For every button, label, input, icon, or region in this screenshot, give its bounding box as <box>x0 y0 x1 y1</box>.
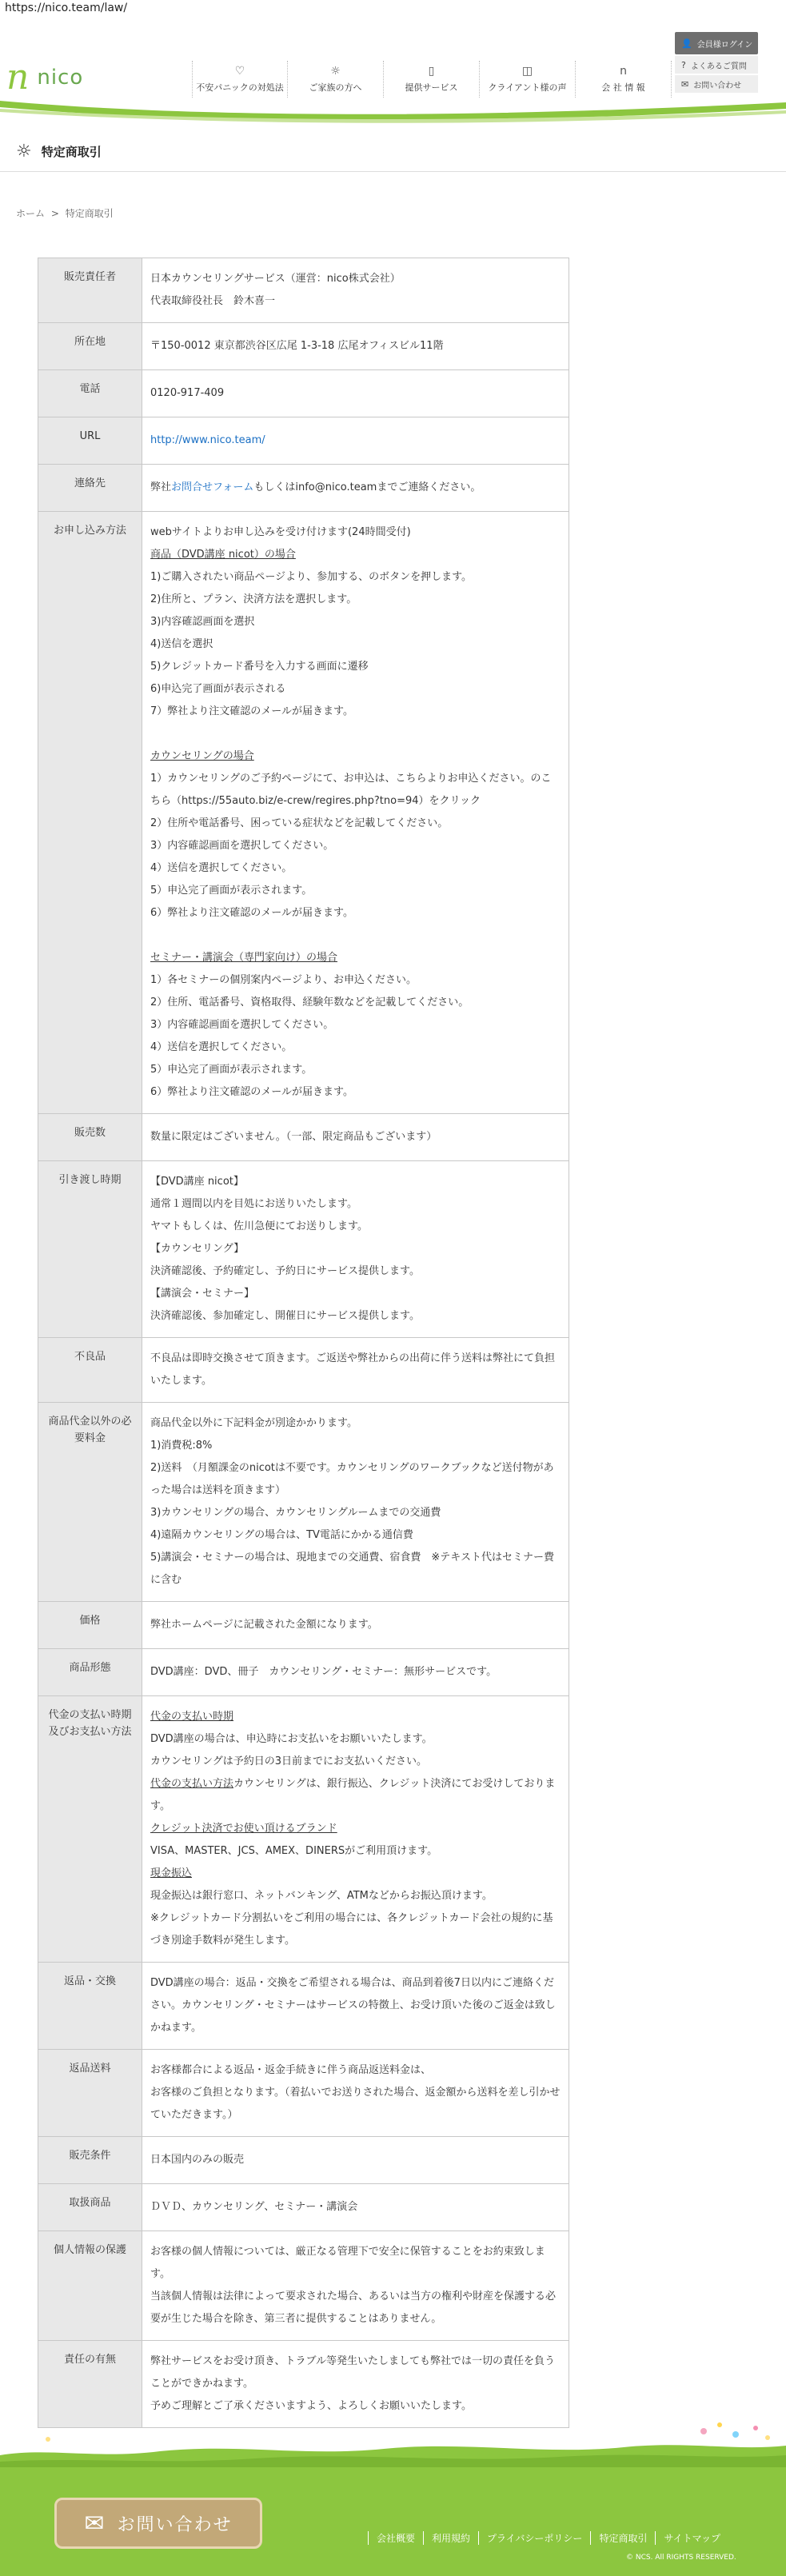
footer-grass-illustration <box>0 2407 786 2471</box>
copyright: © NCS. All RIGHTS RESERVED. <box>626 2554 736 2562</box>
contact-label: お問い合わせ <box>693 81 742 90</box>
apply-counsel-heading: カウンセリングの場合 <box>150 750 254 762</box>
delivery-line: 【カウンセリング】 <box>150 1243 245 1255</box>
nav-label: クライアント様の声 <box>488 82 567 93</box>
row-label: 個人情報の保護 <box>38 2231 142 2341</box>
row-value: 不良品は即時交換させて頂きます。ご返送や弊社からの出荷に伴う送料は弊社にて負担いたします。 <box>142 1338 569 1403</box>
apply-step: 3）内容確認画面を選択してください。 <box>150 1019 334 1031</box>
user-icon: 👤 <box>681 38 692 49</box>
apply-step: 4）送信を選択してください。 <box>150 1041 293 1053</box>
privacy-line: 当該個人情報は法律によって要求された場合、あるいは当方の権利や財産を保護する必要が生じた場合を除き、第三者に提供することはありません。 <box>150 2290 557 2325</box>
apply-step: 2)住所と、プラン、決済方法を選択します。 <box>150 593 357 605</box>
row-label: 電話 <box>38 370 142 417</box>
apply-step: 4)送信を選択 <box>150 638 213 650</box>
nav-label: 会 社 情 報 <box>601 82 645 93</box>
return-shipping-line: お客様のご負担となります。（着払いでお送りされた場合、返金額から送料を差し引かせていただきます。） <box>150 2087 561 2121</box>
row-value: 0120-917-409 <box>142 370 569 417</box>
footer-links <box>368 2531 728 2545</box>
apply-step: 3）内容確認画面を選択してください。 <box>150 840 334 852</box>
table-row <box>38 2137 569 2184</box>
contact-button-label: お問い合わせ <box>117 2514 233 2535</box>
seller-rep: 代表取締役社長 鈴木喜一 <box>150 295 276 307</box>
payment-line: 現金振込は銀行窓口、ネットバンキング、ATMなどからお振込頂けます。 <box>150 1890 493 1902</box>
apply-step: 1）カウンセリングのご予約ページにて、お申込は、こちらよりお申込ください。のこちら（https://55auto.biz/e-crew/regires.php?tno=94）をクリック <box>150 773 552 807</box>
privacy-line: お客様の個人情報については、厳正なる管理下で安全に保管することをお約束致します。 <box>150 2246 545 2280</box>
faq-link[interactable] <box>675 56 758 74</box>
logo-mark: n <box>6 57 30 98</box>
inquiry-form-link[interactable]: お問合せフォーム <box>171 481 254 493</box>
fees-line: 3)カウンセリングの場合、カウンセリングルームまでの交通費 <box>150 1507 441 1519</box>
row-label: 責任の有無 <box>38 2341 142 2428</box>
header-wave <box>0 94 786 126</box>
table-row <box>38 2050 569 2137</box>
payment-line: DVD講座の場合は、申込時にお支払いをお願いいたします。 <box>150 1733 433 1745</box>
contact-link[interactable] <box>675 75 758 93</box>
liability-line: 弊社サービスをお受け頂き、トラブル等発生いたしましても弊社では一切の責任を負うことができかねます。 <box>150 2355 555 2390</box>
row-value <box>142 2231 569 2341</box>
row-label: 所在地 <box>38 323 142 370</box>
delivery-line: 【講演会・セミナー】 <box>150 1288 255 1300</box>
row-label: 不良品 <box>38 1338 142 1403</box>
row-value: 〒150-0012 東京都渋谷区広尾 1-3-18 広尾オフィスビル11階 <box>142 323 569 370</box>
spacer <box>150 723 561 745</box>
footer-link-company[interactable]: 会社概要 <box>368 2531 423 2545</box>
payment-brand-heading: クレジット決済でお使い頂けるブランド <box>150 1823 337 1835</box>
apply-step: 2）住所や電話番号、困っている症状などを記載してください。 <box>150 817 449 829</box>
table-row <box>38 512 569 1114</box>
row-label: 引き渡し時期 <box>38 1161 142 1338</box>
apply-step: 2）住所、電話番号、資格取得、経験年数などを記載してください。 <box>150 996 469 1008</box>
logo-text: nico <box>37 66 84 90</box>
phone-icon: ▯ <box>428 64 435 78</box>
row-value: ＤＶＤ、カウンセリング、セミナー・講演会 <box>142 2184 569 2231</box>
footer-link-sitemap[interactable]: サイトマップ <box>655 2531 728 2545</box>
fees-line: 4)遠隔カウンセリングの場合は、TV電話にかかる通信費 <box>150 1529 413 1541</box>
page-title-bar <box>0 132 786 172</box>
row-label: お申し込み方法 <box>38 512 142 1114</box>
row-label: 販売数 <box>38 1114 142 1161</box>
table-row <box>38 1161 569 1338</box>
payment-line: ※クレジットカード分割払いをご利用の場合には、各クレジットカード会社の規約に基づき別途手数料が発生します。 <box>150 1912 553 1947</box>
apply-step: 6）弊社より注文確認のメールが届きます。 <box>150 907 353 919</box>
table-row <box>38 1114 569 1161</box>
spacer <box>150 925 561 947</box>
contact-pre: 弊社 <box>150 481 172 493</box>
table-row <box>38 1649 569 1696</box>
payment-line: VISA、MASTER、JCS、AMEX、DINERSがご利用頂けます。 <box>150 1845 438 1857</box>
payment-cash-heading: 現金振込 <box>150 1867 193 1879</box>
row-label: 連絡先 <box>38 465 142 512</box>
row-value <box>142 512 569 1114</box>
apply-seminar-heading: セミナー・講演会（専門家向け）の場合 <box>150 952 338 964</box>
liability-line: 予めご理解とご了承くださいますよう、よろしくお願いいたします。 <box>150 2400 472 2412</box>
apply-dvd-heading: 商品（DVD講座 nicot）の場合 <box>150 549 296 561</box>
url-bar[interactable]: https://nico.team/law/ <box>0 0 786 16</box>
law-table <box>38 258 569 2428</box>
nav-label: ご家族の方へ <box>309 82 362 93</box>
table-row <box>38 1403 569 1602</box>
logo-small-icon: n <box>620 64 627 78</box>
member-login-label: 会員様ログイン <box>696 40 753 50</box>
table-row <box>38 417 569 465</box>
row-label: 返品・交換 <box>38 1963 142 2050</box>
table-row <box>38 1696 569 1963</box>
mail-icon: ✉ <box>681 78 689 90</box>
nav-item-voices[interactable] <box>480 61 576 98</box>
contact-button[interactable] <box>54 2498 262 2549</box>
fees-line: 商品代金以外に下記料金が別途かかります。 <box>150 1417 357 1429</box>
table-row <box>38 1963 569 2050</box>
nav-label: 提供サービス <box>405 82 458 93</box>
row-value: DVD講座の場合：返品・交換をご希望される場合は、商品到着後7日以内にご連絡ください。カウンセリング・セミナーはサービスの特徴上、お受け頂いた後のご返金は致しかねます。 <box>142 1963 569 2050</box>
row-value <box>142 2050 569 2137</box>
table-row <box>38 2184 569 2231</box>
row-value <box>142 1161 569 1338</box>
apply-step: 1）各セミナーの個別案内ページより、お申込ください。 <box>150 974 417 986</box>
payment-method: カウンセリングは、銀行振込、クレジット決済にてお受けしております。 <box>150 1778 556 1812</box>
global-nav <box>192 61 672 98</box>
apply-step: 4）送信を選択してください。 <box>150 862 293 874</box>
row-label: 商品代金以外の必要料金 <box>38 1403 142 1602</box>
mail-icon: ✉ <box>84 2509 106 2538</box>
apply-intro: webサイトよりお申し込みを受け付けます(24時間受付) <box>150 526 411 538</box>
row-value <box>142 1696 569 1963</box>
return-shipping-line: お客様都合による返品・返金手続きに伴う商品返送料金は、 <box>150 2064 432 2076</box>
delivery-line: 決済確認後、予約確定し、予約日にサービス提供します。 <box>150 1265 420 1277</box>
footer-link-law[interactable]: 特定商取引 <box>590 2531 655 2545</box>
apply-step: 5)クレジットカード番号を入力する画面に遷移 <box>150 661 369 673</box>
payment-timing-heading: 代金の支払い時期 <box>150 1711 234 1723</box>
apply-step: 1)ご購入されたい商品ページより、参加する、のボタンを押します。 <box>150 571 473 583</box>
row-value <box>142 465 569 512</box>
row-label: 代金の支払い時期及びお支払い方法 <box>38 1696 142 1963</box>
row-label: 返品送料 <box>38 2050 142 2137</box>
sun-icon: ☼ <box>330 64 341 78</box>
apply-step: 5）申込完了画面が表示されます。 <box>150 885 313 897</box>
nav-item-family[interactable] <box>288 61 384 98</box>
row-value: DVD講座：DVD、冊子 カウンセリング・セミナー：無形サービスです。 <box>142 1649 569 1696</box>
table-row <box>38 258 569 323</box>
member-box <box>675 32 758 98</box>
footer-link-privacy[interactable]: プライバシーポリシー <box>478 2531 590 2545</box>
fees-line: 1)消費税:8% <box>150 1440 213 1452</box>
table-row <box>38 323 569 370</box>
nav-item-services[interactable] <box>384 61 480 98</box>
row-value: 数量に限定はございません。（一部、限定商品もございます） <box>142 1114 569 1161</box>
row-label: 商品形態 <box>38 1649 142 1696</box>
table-row <box>38 370 569 417</box>
row-label: 取扱商品 <box>38 2184 142 2231</box>
row-value: 弊社ホームページに記載された金額になります。 <box>142 1602 569 1649</box>
table-row <box>38 2231 569 2341</box>
apply-step: 7）弊社より注文確認のメールが届きます。 <box>150 705 353 717</box>
site-footer <box>0 2467 786 2576</box>
seller-name: 日本カウンセリングサービス（運営：nico株式会社） <box>150 273 401 285</box>
breadcrumb <box>16 206 114 220</box>
member-login-button[interactable] <box>675 32 758 54</box>
sun-icon: ☼ <box>16 142 32 162</box>
question-icon: ? <box>681 59 686 70</box>
chat-icon: ◫ <box>521 64 533 78</box>
site-logo[interactable] <box>6 58 110 98</box>
row-value <box>142 417 569 465</box>
footer-link-terms[interactable]: 利用規約 <box>423 2531 478 2545</box>
apply-step: 5）申込完了画面が表示されます。 <box>150 1064 313 1076</box>
nav-label: 不安パニックの対処法 <box>196 82 284 93</box>
apply-step: 6）弊社より注文確認のメールが届きます。 <box>150 1086 353 1098</box>
nav-item-panic[interactable] <box>192 61 288 98</box>
apply-step: 6)申込完了画面が表示される <box>150 683 286 695</box>
contact-post: もしくはinfo@nico.teamまでご連絡ください。 <box>253 481 481 493</box>
breadcrumb-current: 特定商取引 <box>65 208 114 219</box>
fees-line: 5)講演会・セミナーの場合は、現地までの交通費、宿食費 ※テキスト代はセミナー費に含む <box>150 1552 554 1586</box>
payment-line <box>150 1773 561 1818</box>
table-row <box>38 1602 569 1649</box>
table-row <box>38 465 569 512</box>
row-label: 販売責任者 <box>38 258 142 323</box>
row-value <box>142 258 569 323</box>
fees-line: 2)送料 （月額課金のnicotは不要です。カウンセリングのワークブックなど送付物があった場合は送料を頂きます） <box>150 1462 554 1496</box>
table-row <box>38 1338 569 1403</box>
delivery-line: 通常１週間以内を目処にお送りいたします。 <box>150 1198 357 1210</box>
nav-item-company[interactable] <box>576 61 672 98</box>
apply-step: 3)内容確認画面を選択 <box>150 616 255 628</box>
row-label: 販売条件 <box>38 2137 142 2184</box>
delivery-line: 【DVD講座 nicot】 <box>150 1176 244 1188</box>
delivery-line: 決済確認後、参加確定し、開催日にサービス提供します。 <box>150 1310 420 1322</box>
row-value <box>142 1403 569 1602</box>
payment-line: カウンセリングは予約日の3日前までにお支払いください。 <box>150 1755 428 1767</box>
page-title: 特定商取引 <box>41 145 102 159</box>
breadcrumb-home[interactable]: ホーム <box>16 208 46 219</box>
breadcrumb-separator: > <box>50 208 59 219</box>
site-url-link[interactable]: http://www.nico.team/ <box>150 434 265 446</box>
row-value: 日本国内のみの販売 <box>142 2137 569 2184</box>
row-label: 価格 <box>38 1602 142 1649</box>
faq-label: よくあるご質問 <box>690 62 747 71</box>
payment-method-heading: 代金の支払い方法 <box>150 1778 234 1790</box>
row-label: URL <box>38 417 142 465</box>
heart-icon: ♡ <box>234 64 245 78</box>
delivery-line: ヤマトもしくは、佐川急便にてお送りします。 <box>150 1220 368 1232</box>
